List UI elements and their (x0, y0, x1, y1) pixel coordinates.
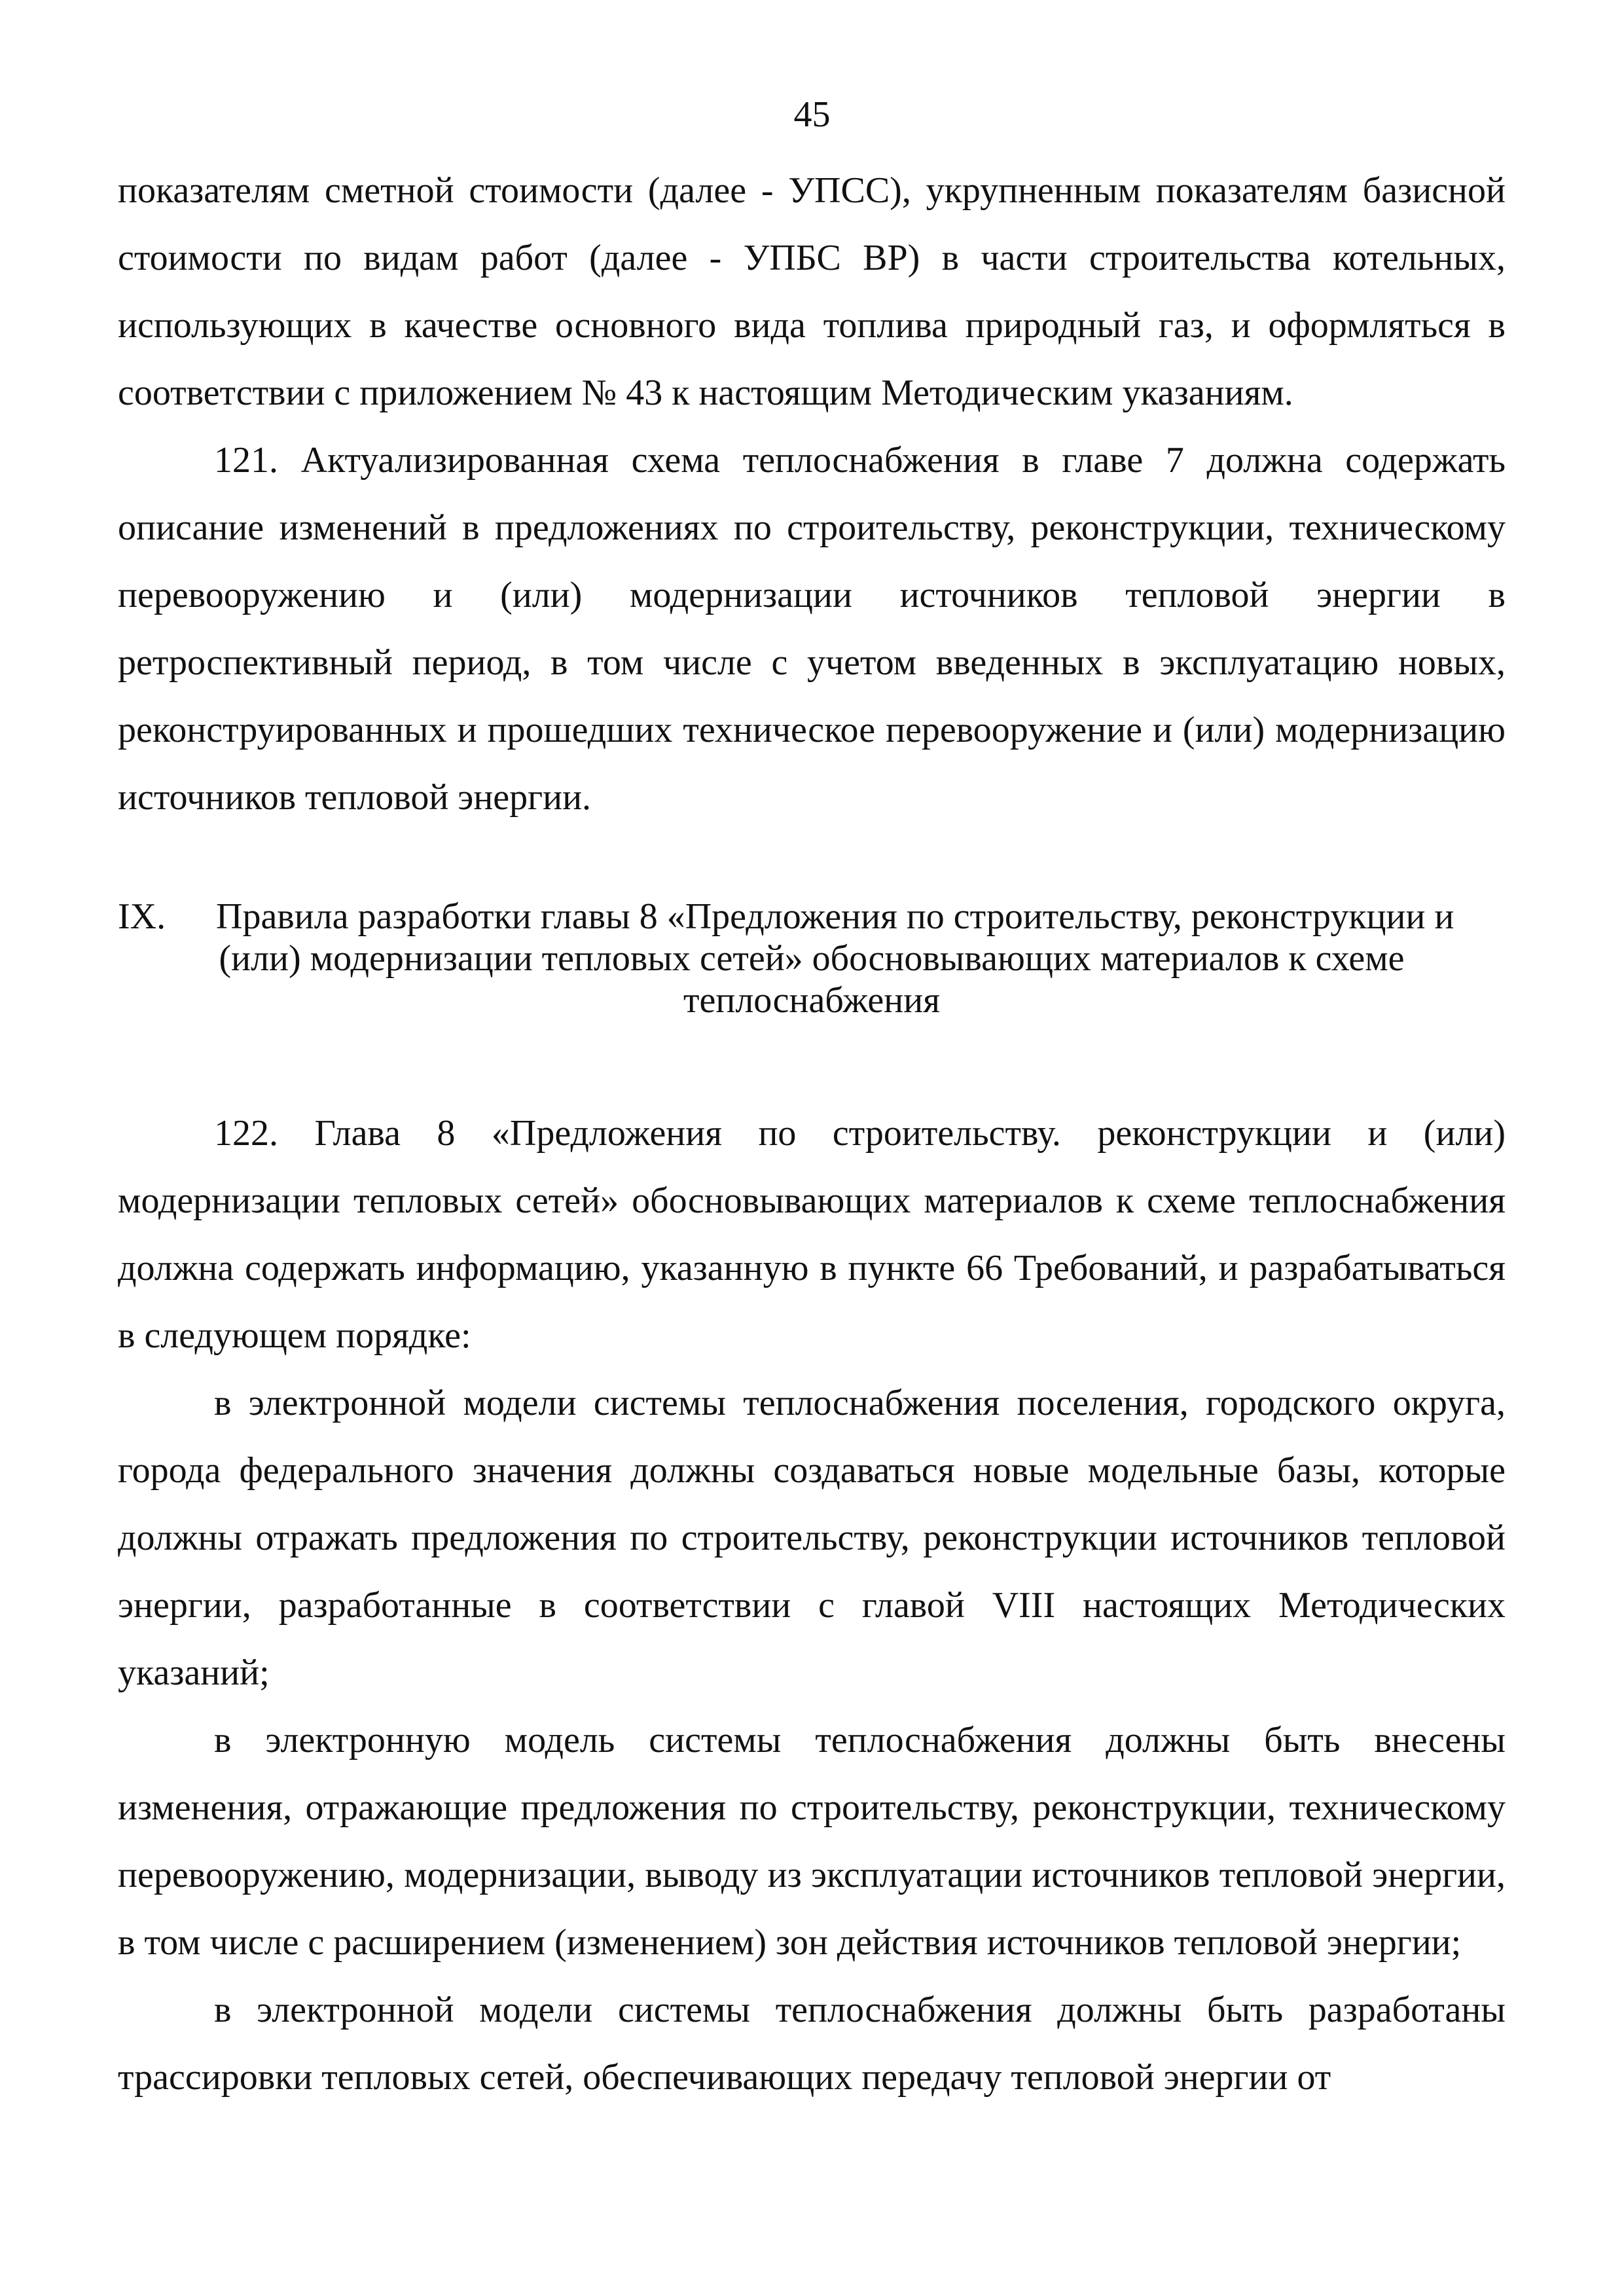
paragraph-121: 121. Актуализированная схема теплоснабжения в главе 7 должна содержать описание изменений в предложениях по строительству, реконструкции, техническому перевооружению и (или) модернизации источников тепловой энергии в ретроспективный период, в том числе с учетом введенных в эксплуатацию новых, реконструированных и прошедших техническое перевооружение и (или) модернизацию источников тепловой энергии. (118, 440, 1506, 818)
paragraph-network-routing: в электронной модели системы теплоснабжения должны быть разработаны трассировки тепловых сетей, обеспечивающих передачу тепловой энергии от (118, 1990, 1506, 2098)
section-heading-line-1: Правила разработки главы 8 «Предложения по строительству, реконструкции и (216, 896, 1454, 937)
paragraph-model-bases: в электронной модели системы теплоснабжения поселения, городского округа, города федерального значения должны создаваться новые модельные базы, которые должны отражать предложения по строительству, реконструкции источников тепловой энергии, разработанные в соответствии с главой VIII настоящих Методических указаний; (118, 1383, 1506, 1693)
section-heading-line-2: (или) модернизации тепловых сетей» обосновывающих материалов к схеме (219, 938, 1405, 979)
section-number: IX. (118, 896, 166, 937)
paragraph-model-changes: в электронную модель системы теплоснабжения должны быть внесены изменения, отражающие предложения по строительству, реконструкции, техническому перевооружению, модернизации, выводу из эксплуатации источников тепловой энергии, в том числе с расширением (изменением) зон действия источников тепловой энергии; (118, 1720, 1506, 1963)
section-heading-line-3: теплоснабжения (683, 980, 940, 1021)
body-text-top (118, 157, 1506, 831)
paragraph-122: 122. Глава 8 «Предложения по строительству. реконструкции и (или) модернизации тепловых сетей» обосновывающих материалов к схеме теплоснабжения должна содержать информацию, указанную в пункте 66 Требований, и разрабатываться в следующем порядке: (118, 1113, 1506, 1356)
section-heading (118, 896, 1506, 1021)
body-text-bottom (118, 1100, 1506, 2111)
page-number: 45 (793, 94, 831, 135)
paragraph-continuation: показателям сметной стоимости (далее - УПСС), укрупненным показателям базисной стоимости по видам работ (далее - УПБС ВР) в части строительства котельных, использующих в качестве основного вида топлива природный газ, и оформляться в соответствии с приложением № 43 к настоящим Методическим указаниям. (118, 170, 1506, 413)
